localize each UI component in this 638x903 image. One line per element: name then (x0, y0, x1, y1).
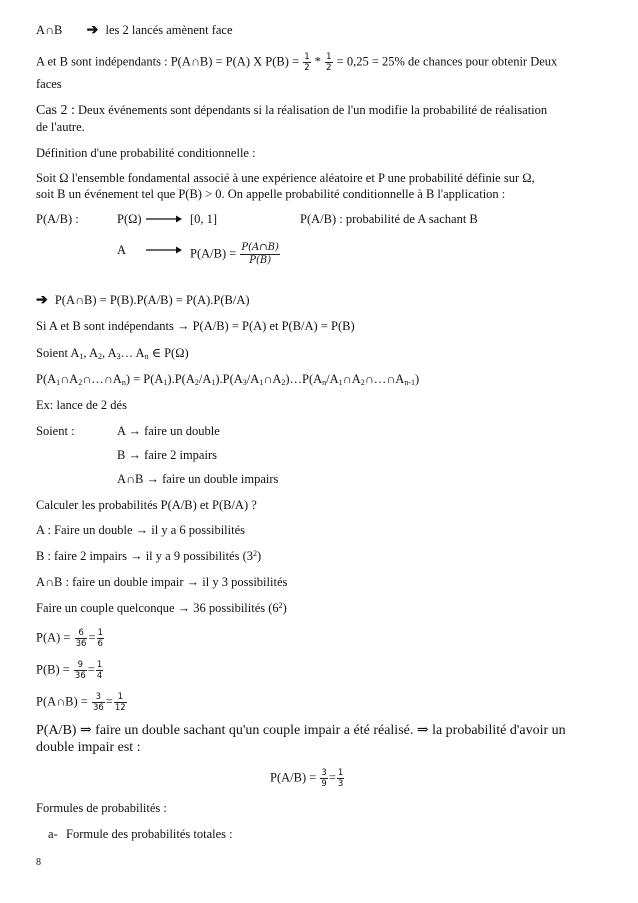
frac-1-4: $\frac{1}{4}$ (96, 660, 103, 681)
prob-ab: P(A∩B) = $\frac{3}{36}$ = $\frac{1}{12}$ (36, 692, 126, 713)
p-a-given-b-line2: double impair est : (36, 740, 141, 755)
poss-ab: A∩B : faire un double impair → il y 3 possibilités (36, 575, 288, 589)
mapping-image-prefix: P(A/B) = (190, 246, 237, 261)
indep-after: = 0,25 = 25% de chances pour obtenir Deux (336, 54, 558, 69)
indep-rule: Si A et B sont indépendants → P(A/B) = P(A) et P(B/A) = P(B) (36, 319, 355, 333)
independence-sentence (36, 52, 602, 73)
poss-b: B : faire 2 impairs → il y a 9 possibilités $(3^2)$ (36, 549, 262, 563)
cas2-continuation: de l'autre. (36, 120, 85, 134)
poss-any: Faire un couple quelconque → 36 possibilités $(6^2)$ (36, 601, 287, 615)
indep-before: A et B sont indépendants : P(A∩B) = P(A) X P(B) = (36, 54, 300, 69)
product-rule: P(A∩B) = P(B).P(A/B) = P(A).P(B/A) (54, 293, 250, 307)
general-rule: $P(A_1\cap A_2\cap\dots\cap A_n)$ = $P(A_1).P(A_2/A_1).P(A_3/A_1\cap A_2)\dots P(A_n/A_1\cap A_2\cap\dots\cap A_{n-1})$ (36, 372, 420, 387)
cas2-line (36, 102, 602, 119)
header-line (36, 22, 602, 39)
formules-title: Formules de probabilités : (36, 801, 167, 815)
soit-omega-line1: Soit Ω l'ensemble fondamental associé à une expérience aléatoire et P une probabilité définie sur Ω, (36, 171, 535, 185)
soient-b: B → faire 2 impairs (117, 448, 217, 462)
frac-3-36: $\frac{3}{36}$ (92, 692, 104, 713)
mapping-image (190, 242, 281, 267)
right-arrow-icon: ➔ (86, 23, 99, 38)
fraction-half-2: $\frac{1}{2}$ (326, 52, 332, 73)
frac-9-36: $\frac{9}{36}$ (74, 660, 86, 681)
conditional-fraction: $\frac{P(A\cap B)}{P(B)}$ (241, 242, 279, 266)
header-desc: les 2 lancés amènent face (105, 23, 233, 37)
right-arrow-icon: ➔ (36, 293, 48, 308)
soient-ab: A∩B → faire un double impairs (117, 472, 279, 486)
fraction-half-1: $\frac{1}{2}$ (304, 52, 310, 73)
example-title: Ex: lance de 2 dés (36, 398, 127, 412)
result-line: P(A/B) = $\frac{3}{9}$ = $\frac{1}{3}$ (270, 768, 344, 789)
frac-1-12: $\frac{1}{12}$ (114, 692, 126, 713)
times-star: * (314, 54, 321, 69)
frac-3-9: $\frac{3}{9}$ (321, 768, 327, 789)
item-a-text: Formule des probabilités totales : (66, 827, 233, 841)
cas2-text: Deux événements sont dépendants si la réalisation de l'un modifie la probabilité de réalisation (78, 103, 548, 117)
product-rule-line (36, 292, 602, 309)
soient-a: A → faire un double (117, 424, 220, 438)
mapping-codomain: [0, 1] (190, 212, 218, 226)
mapping-arrow-icon (146, 214, 182, 224)
mapping-desc: P(A/B) : probabilité de A sachant B (300, 212, 478, 226)
page-number: 8 (36, 857, 41, 868)
prob-a: P(A) = $\frac{6}{36}$ = $\frac{1}{6}$ (36, 628, 103, 649)
indep-continuation: faces (36, 77, 62, 91)
mapping-elem: A (117, 243, 127, 257)
mapping-name: P(A/B) : (36, 212, 79, 226)
mapping-arrow2-icon (146, 245, 182, 255)
p-a-given-b-line1: P(A/B) ⇒ faire un double sachant qu'un couple impair a été réalisé. ⇒ la probabilité d'avoir un (36, 723, 566, 738)
cas2-label: Cas 2 : (36, 103, 75, 118)
soient-label: Soient : (36, 424, 75, 438)
poss-a: A : Faire un double → il y a 6 possibilités (36, 523, 246, 537)
definition-title: Définition d'une probabilité conditionnelle : (36, 146, 256, 160)
events-list: Soient $A_1$, $A_2$, $A_3\dots$ $A_n$ ∈ P(Ω) (36, 346, 189, 361)
soit-omega-line2: soit B un événement tel que P(B) > 0. On appelle probabilité conditionnelle à B l'application : (36, 187, 506, 201)
frac-1-3: $\frac{1}{3}$ (337, 768, 344, 789)
mapping-domain: P(Ω) (117, 212, 142, 226)
prob-b: P(B) = $\frac{9}{36}$ = $\frac{1}{4}$ (36, 660, 103, 681)
item-a-marker: a- (48, 827, 58, 841)
calc-title: Calculer les probabilités P(A/B) et P(B/A) ? (36, 498, 257, 512)
frac-6-36: $\frac{6}{36}$ (75, 628, 87, 649)
frac-1-6: $\frac{1}{6}$ (97, 628, 103, 649)
event-intersection: A∩B (36, 23, 63, 37)
